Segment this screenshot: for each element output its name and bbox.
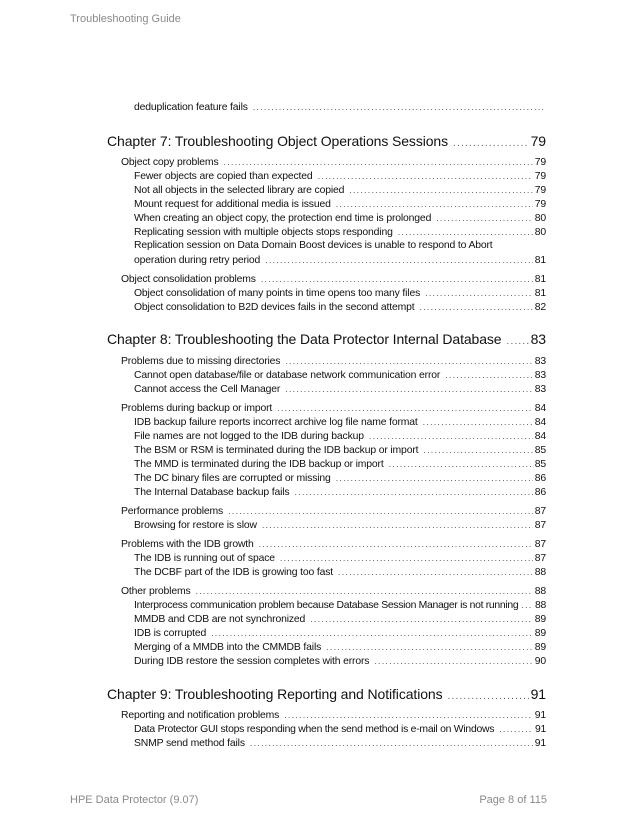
toc-section[interactable] (121, 273, 546, 286)
toc-section[interactable] (121, 585, 546, 598)
entry-title: Mount request for additional media is issued (134, 199, 331, 210)
entry-title: Object consolidation to B2D devices fails in the second attempt (134, 302, 415, 313)
toc-entry[interactable] (134, 416, 546, 429)
page-number: 85 (534, 445, 546, 456)
chapter-title: Chapter 8: Troubleshooting the Data Protector Internal Database (107, 331, 502, 347)
page-number: 87 (534, 506, 546, 517)
toc-entry[interactable] (134, 301, 546, 314)
entry-title: Object consolidation of many points in time opens too many files (134, 288, 421, 299)
dot-leader (423, 444, 532, 456)
toc-entry[interactable] (134, 430, 546, 443)
chapter-title: Chapter 9: Troubleshooting Reporting and Notifications (107, 686, 443, 702)
toc-entry[interactable] (134, 458, 546, 471)
toc-entry[interactable] (134, 212, 546, 225)
page-number: 83 (534, 370, 546, 381)
page-number: 82 (534, 302, 546, 313)
entry-title: Cannot access the Cell Manager (134, 384, 281, 395)
dot-leader (420, 301, 533, 313)
section-title: Object copy problems (121, 157, 219, 168)
entry-title: The BSM or RSM is terminated during the IDB backup or import (134, 445, 419, 456)
page-number: 89 (534, 628, 546, 639)
page-number: 81 (534, 288, 546, 299)
page-number: 83 (530, 331, 546, 347)
entry-title: Browsing for restore is slow (134, 520, 257, 531)
dot-leader (196, 585, 533, 597)
dot-leader (224, 156, 533, 168)
toc-entry[interactable] (134, 737, 546, 750)
entry-title: Replicating session with multiple objects stops responding (134, 227, 393, 238)
toc-section[interactable] (121, 505, 546, 518)
dot-leader (374, 655, 532, 667)
page-number: 85 (534, 459, 546, 470)
entry-title: Fewer objects are copied than expected (134, 171, 313, 182)
page-number: 88 (535, 600, 546, 611)
dot-leader (336, 198, 533, 210)
toc-section[interactable] (121, 402, 546, 415)
page-number: 90 (534, 656, 546, 667)
page-number: 83 (534, 384, 546, 395)
toc-section[interactable] (121, 709, 546, 722)
section-title: Problems with the IDB growth (121, 539, 254, 550)
page-number: 91 (534, 738, 546, 749)
dot-leader (285, 355, 532, 367)
dot-leader (447, 688, 528, 705)
page-number: 91 (534, 710, 546, 721)
page-number: 87 (534, 520, 546, 531)
page-number: 79 (534, 185, 546, 196)
entry-title: IDB backup failure reports incorrect archive log file name format (134, 417, 418, 428)
entry-title: The DC binary files are corrupted or missing (134, 473, 331, 484)
entry-title: Merging of a MMDB into the CMMDB fails (134, 642, 322, 653)
entry-title: Interprocess communication problem because Database Session Manager is not running (134, 600, 519, 611)
entry-title: File names are not logged to the IDB during backup (134, 431, 364, 442)
entry-title: During IDB restore the session completes with errors (134, 656, 370, 667)
toc-entry[interactable] (134, 641, 546, 654)
entry-title: SNMP send method fails (134, 738, 245, 749)
page-number: 79 (534, 157, 546, 168)
page-number: 86 (534, 473, 546, 484)
chapter-7-heading[interactable] (107, 133, 546, 152)
dot-leader (265, 254, 533, 266)
dot-leader (499, 723, 533, 735)
dot-leader (453, 135, 529, 152)
entry-title: IDB is corrupted (134, 628, 207, 639)
section-title: Other problems (121, 586, 191, 597)
dot-leader (285, 383, 532, 395)
dot-leader (261, 273, 533, 285)
toc-entry[interactable] (134, 383, 546, 396)
footer-product: HPE Data Protector (9.07) (70, 794, 199, 806)
running-header: Troubleshooting Guide (70, 13, 181, 25)
dot-leader (318, 170, 533, 182)
toc-entry[interactable] (134, 655, 546, 668)
page-number: 89 (534, 642, 546, 653)
dot-leader (280, 552, 533, 564)
section-title: Performance problems (121, 506, 224, 517)
entry-title: MMDB and CDB are not synchronized (134, 614, 306, 625)
dot-leader (262, 519, 533, 531)
toc-entry[interactable] (134, 627, 546, 640)
toc-section[interactable] (121, 156, 546, 169)
entry-title: operation during retry period (134, 255, 261, 266)
toc-entry[interactable] (134, 287, 546, 300)
toc-entry[interactable] (134, 566, 546, 579)
dot-leader (398, 226, 533, 238)
chapter-title: Chapter 7: Troubleshooting Object Operations Sessions (107, 133, 449, 149)
page-number: 84 (534, 417, 546, 428)
toc-entry[interactable] (134, 486, 546, 499)
dot-leader (425, 287, 533, 299)
section-title: Reporting and notification problems (121, 710, 280, 721)
toc-entry[interactable] (134, 599, 546, 612)
chapter-8-heading[interactable] (107, 331, 546, 350)
dot-leader (253, 101, 544, 113)
page-number: 86 (534, 487, 546, 498)
dot-leader (211, 627, 533, 639)
dot-leader (521, 599, 533, 611)
toc-entry[interactable] (134, 444, 546, 457)
toc-entry[interactable] (134, 254, 546, 267)
dot-leader (336, 472, 533, 484)
dot-leader (310, 613, 533, 625)
dot-leader (507, 333, 529, 350)
entry-title: The IDB is running out of space (134, 553, 275, 564)
toc-entry-title: deduplication feature fails (134, 102, 248, 113)
dot-leader (369, 430, 533, 442)
dot-leader (250, 737, 533, 749)
page-number: 81 (534, 255, 546, 266)
dot-leader (284, 709, 533, 721)
page-number: 89 (534, 614, 546, 625)
page-number: 84 (534, 431, 546, 442)
entry-title: The Internal Database backup fails (134, 487, 290, 498)
toc-entry[interactable] (134, 198, 546, 211)
dot-leader (436, 212, 533, 224)
entry-title: Data Protector GUI stops responding when the send method is e-mail on Windows (134, 724, 495, 735)
toc-section[interactable] (121, 538, 546, 551)
entry-title: The MMD is terminated during the IDB backup or import (134, 459, 384, 470)
entry-title: When creating an object copy, the protection end time is prolonged (134, 213, 432, 224)
page-number: 91 (534, 724, 546, 735)
dot-leader (277, 402, 533, 414)
dot-leader (423, 416, 533, 428)
section-title: Object consolidation problems (121, 274, 256, 285)
toc-entry[interactable] (134, 552, 546, 565)
section-title: Problems due to missing directories (121, 356, 281, 367)
dot-leader (228, 505, 533, 517)
toc-entry[interactable] (134, 723, 546, 736)
footer-page-number: Page 8 of 115 (479, 794, 547, 806)
dot-leader (294, 486, 532, 498)
page-number: 87 (534, 539, 546, 550)
page-number: 81 (534, 274, 546, 285)
page-number: 79 (530, 133, 546, 149)
dot-leader (338, 566, 533, 578)
page-number: 80 (534, 227, 546, 238)
toc-entry[interactable] (134, 170, 546, 183)
toc-entry[interactable] (134, 226, 546, 239)
page-number: 88 (534, 567, 546, 578)
page-number: 88 (534, 586, 546, 597)
chapter-9-heading[interactable] (107, 686, 546, 705)
toc-section[interactable] (121, 355, 546, 368)
page-number: 79 (534, 199, 546, 210)
toc-entry[interactable] (134, 101, 546, 114)
dot-leader (445, 369, 533, 381)
toc-entry[interactable] (134, 369, 546, 382)
page-number: 84 (534, 403, 546, 414)
entry-title: Not all objects in the selected library are copied (134, 185, 345, 196)
page-number: 91 (530, 686, 546, 702)
page-number: 80 (534, 213, 546, 224)
dot-leader (349, 184, 532, 196)
dot-leader (259, 538, 533, 550)
page-number: 87 (534, 553, 546, 564)
toc-entry[interactable] (134, 519, 546, 532)
toc-entry[interactable] (134, 613, 546, 626)
toc-entry[interactable] (134, 472, 546, 485)
dot-leader (326, 641, 533, 653)
entry-title: Cannot open database/file or database network communication error (134, 370, 441, 381)
page-number: 83 (534, 356, 546, 367)
section-title: Problems during backup or import (121, 403, 273, 414)
toc-entry-first-line[interactable]: Replication session on Data Domain Boost devices is unable to respond to Abort (134, 240, 493, 251)
page-number: 79 (534, 171, 546, 182)
dot-leader (389, 458, 533, 470)
entry-title: The DCBF part of the IDB is growing too fast (134, 567, 333, 578)
toc-entry[interactable] (134, 184, 546, 197)
